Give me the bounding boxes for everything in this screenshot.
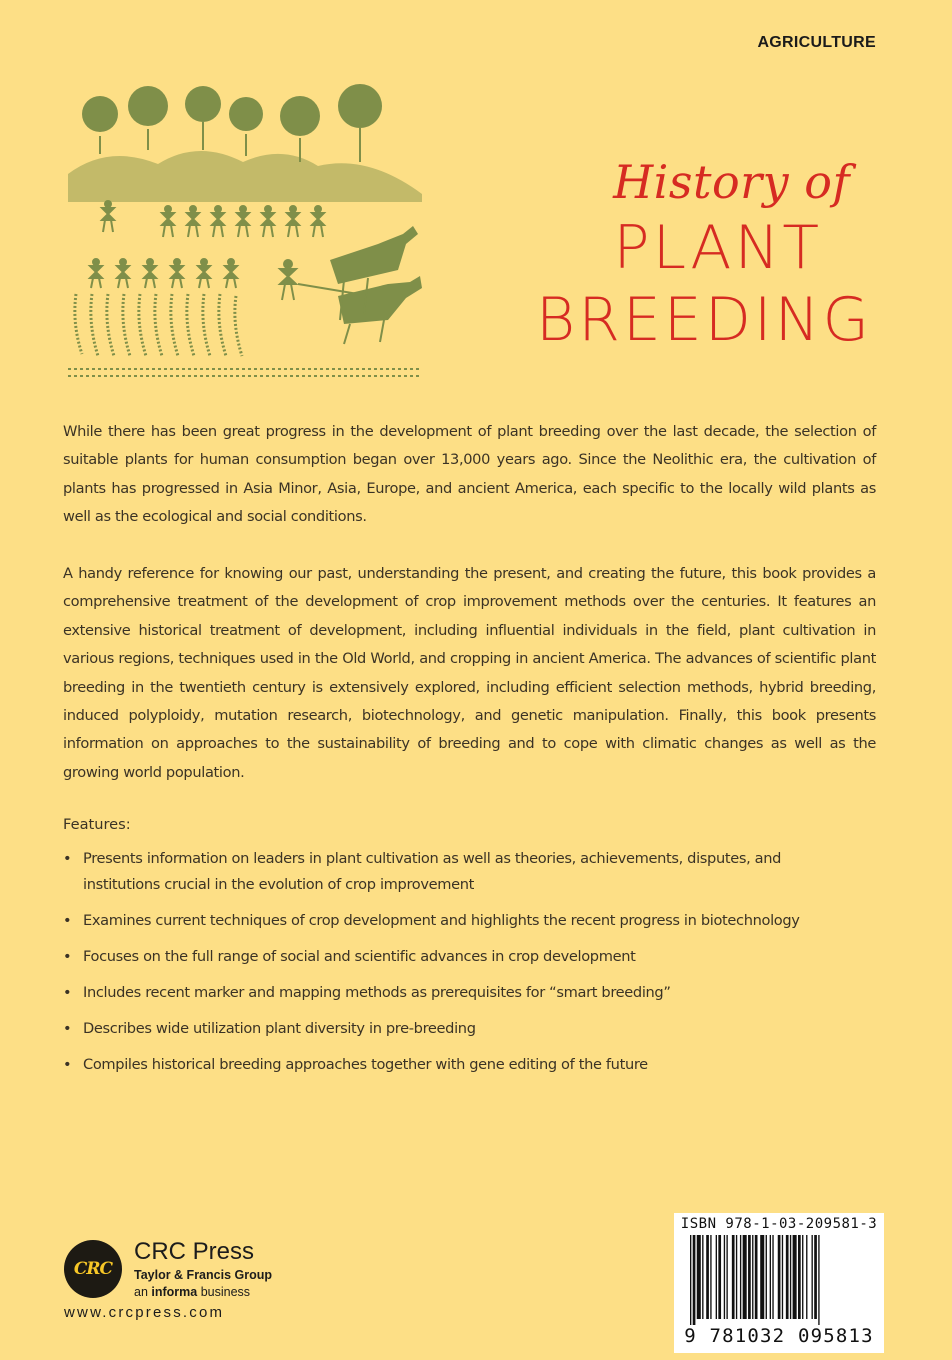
barcode-bar <box>736 1235 737 1319</box>
crc-logo-text: CRC <box>73 1259 113 1279</box>
list-item <box>63 846 876 898</box>
barcode-bar <box>790 1235 791 1319</box>
barcode-bar <box>755 1235 758 1319</box>
title-line-plant: PLANT <box>613 213 822 283</box>
list-item <box>63 908 876 934</box>
feature-text: Describes wide utilization plant diversity in pre-breeding <box>83 1020 476 1037</box>
barcode-bar <box>766 1235 767 1319</box>
publisher-informa <box>134 1285 250 1299</box>
bullet-icon: • <box>63 912 72 929</box>
feature-text: Presents information on leaders in plant cultivation as well as theories, achievements, disputes, and institutions crucial in the evolution of crop improvement <box>83 850 782 893</box>
title-line-history: History of <box>613 155 850 209</box>
barcode-bar <box>814 1235 817 1319</box>
barcode-bar <box>772 1235 773 1319</box>
barcode-bar <box>793 1235 797 1319</box>
barcode-bar <box>710 1235 711 1319</box>
warli-farming-illustration <box>68 84 422 380</box>
features-list <box>63 846 876 1088</box>
barcode-bar <box>743 1235 747 1319</box>
feature-text: Examines current techniques of crop development and highlights the recent progress in biotechnology <box>83 912 800 929</box>
bullet-icon: • <box>63 984 72 1001</box>
barcode-bar <box>802 1235 803 1319</box>
feature-text: Focuses on the full range of social and scientific advances in crop development <box>83 948 636 965</box>
barcode-bar <box>697 1235 701 1319</box>
bullet-icon: • <box>63 1056 72 1073</box>
feature-text: Compiles historical breeding approaches together with gene editing of the future <box>83 1056 648 1073</box>
publisher-name: CRC Press <box>134 1238 255 1265</box>
barcode-bar <box>702 1235 703 1319</box>
list-item <box>63 980 876 1006</box>
isbn-label: ISBN 978-1-03-209581-3 <box>680 1216 878 1232</box>
barcode-bar <box>690 1235 691 1325</box>
informa-bold: informa <box>151 1285 198 1299</box>
barcode-bar <box>770 1235 771 1319</box>
category-label: AGRICULTURE <box>757 34 876 51</box>
barcode-bar <box>760 1235 764 1319</box>
barcode-bar <box>818 1235 819 1325</box>
barcode-bar <box>724 1235 725 1319</box>
barcode-bar <box>778 1235 781 1319</box>
barcode-bar <box>812 1235 813 1319</box>
publisher-group: Taylor & Francis Group <box>134 1268 272 1282</box>
title-line-breeding: BREEDING <box>535 285 872 355</box>
barcode-bar <box>740 1235 741 1319</box>
barcode-bar <box>718 1235 721 1319</box>
barcode-box <box>674 1213 884 1353</box>
informa-prefix: an <box>134 1285 152 1299</box>
publisher-block <box>64 1238 324 1328</box>
description-paragraph-2: A handy reference for knowing our past, understanding the present, and creating the future, this book provides a comprehensive treatment of the development of crop improvement methods over the centuries. It features an extensive historical treatment of development, including influential individuals in the field, plant cultivation in various regions, techniques used in the Old World, and cropping in ancient America. The advances of scientific plant breeding in the twentieth century is extensively explored, including efficient selection methods, hybrid breeding, induced polyploidy, mutation research, biotechnology, and genetic manipulation. Finally, this book presents information on approaches to the sustainability of breeding and to cope with climatic changes as well as the growing world population. <box>63 565 876 781</box>
informa-suffix: business <box>197 1285 251 1299</box>
barcode-bar <box>798 1235 801 1319</box>
barcode-bar <box>782 1235 783 1319</box>
publisher-url[interactable]: www.crcpress.com <box>64 1304 225 1321</box>
list-item <box>63 1052 876 1078</box>
barcode-bar <box>706 1235 709 1319</box>
barcode-icon <box>688 1235 870 1325</box>
barcode-bar <box>752 1235 753 1319</box>
barcode-digits: 9 781032 095813 <box>684 1325 874 1347</box>
barcode-bar <box>716 1235 717 1319</box>
features-heading: Features: <box>63 816 131 833</box>
bullet-icon: • <box>63 1020 72 1037</box>
tree-icon <box>82 84 382 162</box>
crc-logo-icon <box>64 1240 122 1298</box>
feature-text: Includes recent marker and mapping methods as prerequisites for “smart breeding” <box>83 984 671 1001</box>
barcode-bar <box>748 1235 751 1319</box>
list-item <box>63 944 876 970</box>
list-item <box>63 1016 876 1042</box>
description-paragraph-1: While there has been great progress in the development of plant breeding over the last decade, the selection of suitable plants for human consumption began over 13,000 years ago. Since the Neolithic era, the cultivation of plants has progressed in Asia Minor, Asia, Europe, and ancient America, each specific to the locally wild plants as well as the ecological and social conditions. <box>63 423 876 526</box>
barcode-bar <box>786 1235 789 1319</box>
barcode-bar <box>726 1235 727 1319</box>
bullet-icon: • <box>63 850 72 867</box>
barcode-bar <box>806 1235 807 1319</box>
barcode-bar <box>693 1235 696 1325</box>
bullet-icon: • <box>63 948 72 965</box>
barcode-bar <box>732 1235 735 1319</box>
book-title <box>440 152 880 356</box>
